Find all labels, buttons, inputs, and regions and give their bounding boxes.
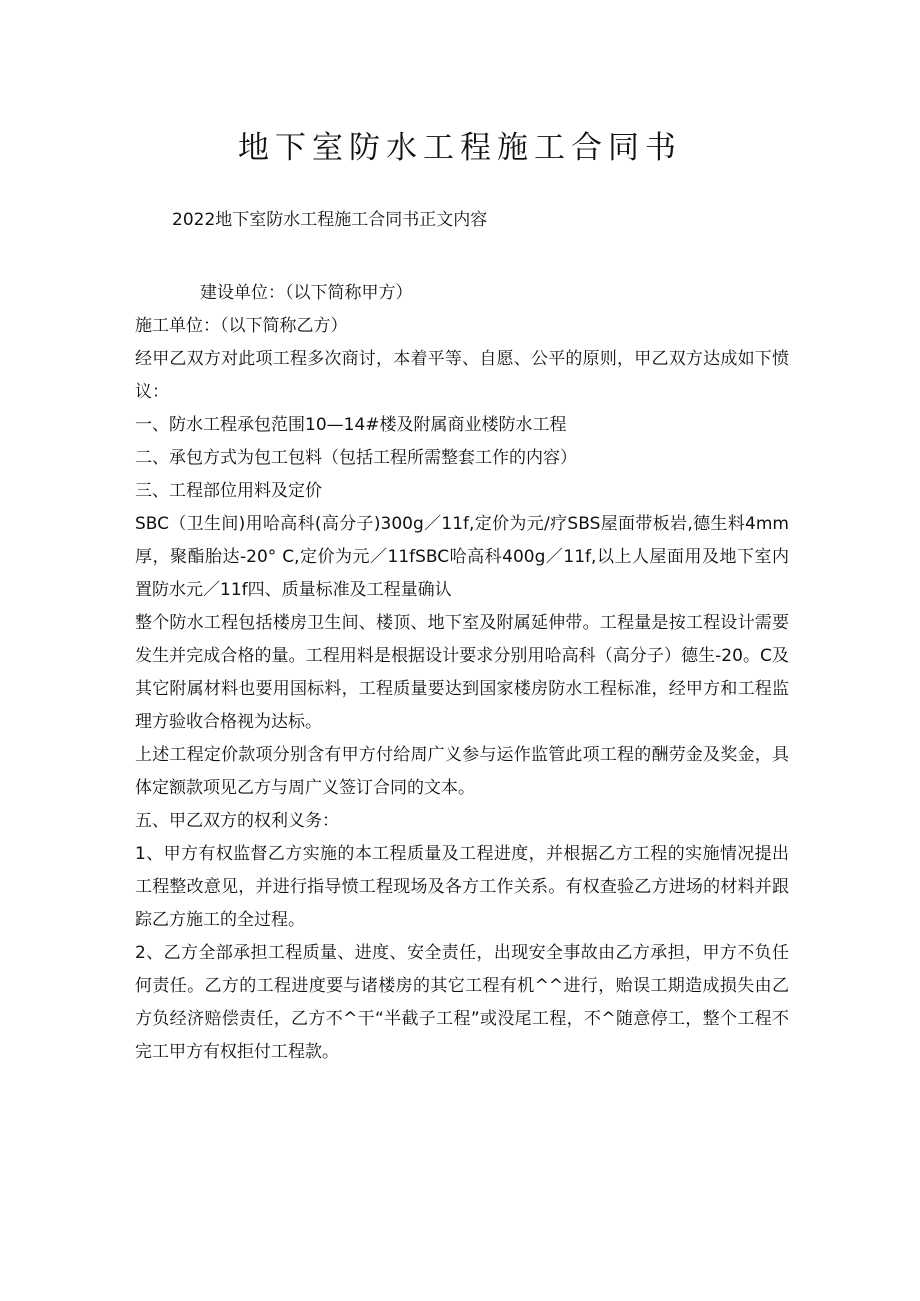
section-materials-heading: 三、工程部位用料及定价 (135, 481, 322, 501)
pricing-notes-paragraph: 上述工程定价款项分别含有甲方付给周广义参与运作监管此项工程的酬劳金及奖金，具体定额款项见乙方与周广义签订合同的文本。 (135, 745, 789, 798)
document-title: 地下室防水工程施工合同书 (238, 130, 682, 166)
party-a-rights-paragraph: 1、甲方有权监督乙方实施的本工程质量及工程进度，并根据乙方工程的实施情况提出工程整改意见，并进行指导愤工程现场及各方工作关系。有权查验乙方进场的材料并跟踪乙方施工的全过程。 (135, 844, 789, 930)
party-b-line: 施工单位：（以下简称乙方） (135, 316, 348, 336)
document-body (135, 277, 789, 1069)
quality-standard-paragraph: 整个防水工程包括楼房卫生间、楼顶、地下室及附属延伸带。工程量是按工程设计需要发生并完成合格的量。工程用料是根据设计要求分别用哈高科（高分子）德生-20。C及其它附属材料也要用国标料，工程质量要达到国家楼房防水工程标准，经甲方和工程监理方验收合格视为达标。 (135, 613, 789, 732)
party-b-obligations-paragraph: 2、乙方全部承担工程质量、进度、安全责任，出现安全事故由乙方承担，甲方不负任何责任。乙方的工程进度要与诸楼房的其它工程有机^^进行，贻误工期造成损失由乙方负经济赔偿责任，乙方不^干“半截子工程”或没尾工程，不^随意停工，整个工程不完工甲方有权拒付工程款。 (135, 943, 789, 1062)
section-rights-heading: 五、甲乙双方的权利义务： (135, 811, 339, 831)
section-scope: 一、防水工程承包范围10—14#楼及附属商业楼防水工程 (135, 415, 567, 435)
materials-pricing-paragraph: SBC（卫生间)用哈高科(高分子)300g／11f,定价为元/疗SBS屋面带板岩,德生料4mm厚，聚酯胎达-20° C,定价为元／11fSBC哈高科400g／11f,以上人屋面用及地下室内置防水元／11f四、质量标准及工程量确认 (135, 514, 789, 600)
document-subtitle: 2022地下室防水工程施工合同书正文内容 (172, 210, 488, 230)
party-a-line: 建设单位：（以下简称甲方） (200, 283, 413, 303)
agreement-intro: 经甲乙双方对此项工程多次商讨，本着平等、自愿、公平的原则，甲乙双方达成如下愤议： (135, 349, 789, 402)
section-contract-mode: 二、承包方式为包工包料（包括工程所需整套工作的内容） (135, 448, 577, 468)
